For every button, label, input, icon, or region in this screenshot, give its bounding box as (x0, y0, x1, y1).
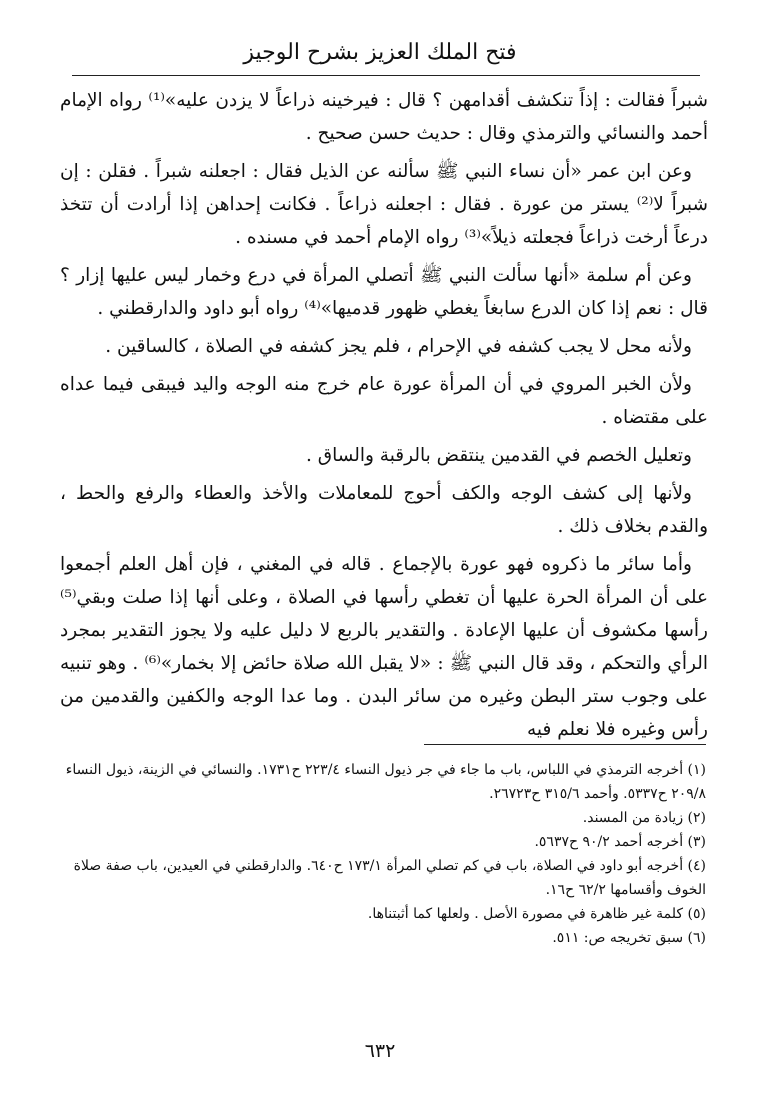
page-number: ٦٣٢ (364, 1040, 396, 1062)
main-text (60, 84, 708, 746)
paragraph: وعن أم سلمة «أنها سألت النبي ﷺ أتصلي المرأة في درع وخمار ليس عليها إزار ؟ قال : نعم إذا كان الدرع سابغاً يغطي ظهور قدميها»⁽⁴⁾ رواه أبو داود والدارقطني . (60, 265, 708, 319)
footnote-divider (424, 744, 706, 745)
running-header-title: فتح الملك العزيز بشرح الوجيز (243, 40, 517, 65)
paragraph: ولأنها إلى كشف الوجه والكف أحوج للمعاملات والأخذ والعطاء والرفع والحط ، والقدم بخلاف ذلك . (60, 483, 708, 537)
footnote: (٦) سبق تخريجه ص: ٥١١. (552, 930, 706, 946)
footnote: (١) أخرجه الترمذي في اللباس، باب ما جاء في جر ذيول النساء ٢٢٣/٤ ح١٧٣١. والنسائي في الزينة، ذيول النساء ٢٠٩/٨ ح٥٣٣٧. وأحمد ٣١٥/٦ ح٢٦٧٢٣. (65, 762, 706, 802)
footnote: (٢) زيادة من المسند. (582, 810, 706, 826)
footnote: (٤) أخرجه أبو داود في الصلاة، باب في كم تصلي المرأة ١٧٣/١ ح٦٤٠. والدارقطني في العيدين، باب صفة صلاة الخوف وأقسامها ٦٢/٢ ح١٦. (73, 858, 706, 898)
paragraph: ولأنه محل لا يجب كشفه في الإحرام ، فلم يجز كشفه في الصلاة ، كالساقين . (105, 336, 692, 357)
footnote: (٣) أخرجه أحمد ٩٠/٢ ح٥٦٣٧. (534, 834, 706, 850)
footnotes (64, 758, 706, 950)
paragraph: ولأن الخبر المروي في أن المرأة عورة عام خرج منه الوجه واليد فيبقى فيما عداه على مقتضاه . (60, 374, 708, 428)
paragraph: شبراً فقالت : إذاً تنكشف أقدامهن ؟ قال : فيرخينه ذراعاً لا يزدن عليه»⁽¹⁾ رواه الإمام أحمد والنسائي والترمذي وقال : حديث حسن صحيح . (60, 90, 708, 144)
paragraph: وعن ابن عمر «أن نساء النبي ﷺ سألنه عن الذيل فقال : اجعلنه شبراً . فقلن : إن شبراً لا⁽²⁾ يستر من عورة . فقال : اجعلنه ذراعاً . فكانت إحداهن إذا أرادت أن تتخذ درعاً أرخت ذراعاً فجعلته ذيلاً»⁽³⁾ رواه الإمام أحمد في مسنده . (60, 161, 709, 248)
paragraph: وأما سائر ما ذكروه فهو عورة بالإجماع . قاله في المغني ، فإن أهل العلم أجمعوا على أن المرأة الحرة عليها أن تغطي رأسها في الصلاة ، وعلى أنها إذا صلت وبقي⁽⁵⁾ رأسها مكشوف أن عليها الإعادة . والتقدير بالربع لا دليل عليه ولا يجوز التقدير بمجرد الرأي والتحكم ، وقد قال النبي ﷺ : «لا يقبل الله صلاة حائض إلا بخمار»⁽⁶⁾ . وهو تنبيه على وجوب ستر البطن وغيره من سائر البدن . وما عدا الوجه والكفين والقدمين من رأس وغيره فلا نعلم فيه (60, 554, 708, 740)
paragraph: وتعليل الخصم في القدمين ينتقض بالرقبة والساق . (305, 445, 692, 466)
header-divider (72, 75, 700, 76)
footnote: (٥) كلمة غير ظاهرة في مصورة الأصل . ولعلها كما أثبتناها. (367, 906, 706, 922)
